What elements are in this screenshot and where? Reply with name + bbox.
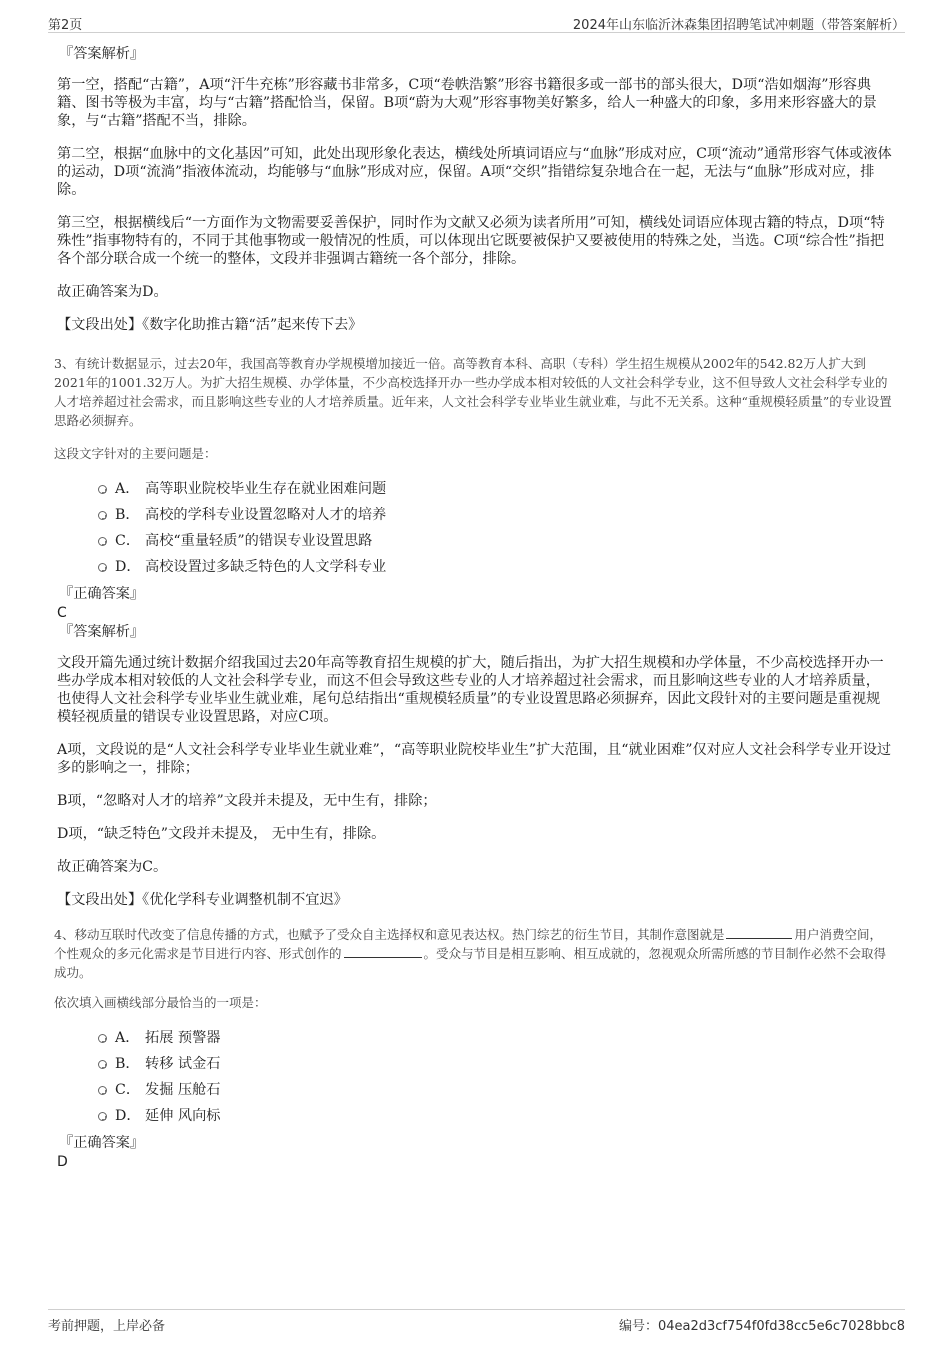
q4-option-b[interactable] bbox=[57, 1051, 893, 1077]
radio-icon[interactable] bbox=[98, 1086, 107, 1095]
option-letter: C． bbox=[115, 1082, 141, 1098]
page-footer bbox=[48, 1309, 905, 1336]
option-text: 发掘 压舱石 bbox=[145, 1082, 221, 1098]
option-text: 拓展 预警器 bbox=[145, 1030, 221, 1046]
q4-stem bbox=[54, 925, 893, 982]
option-text: 高校的学科专业设置忽略对人才的培养 bbox=[145, 507, 387, 523]
option-text: 高校“重量轻质”的错误专业设置思路 bbox=[145, 533, 373, 549]
q4-answer-label: 『正确答案』 bbox=[59, 1135, 145, 1151]
q2-analysis-conclusion: 故正确答案为D。 bbox=[57, 284, 168, 300]
option-letter: D． bbox=[115, 559, 141, 575]
q4-options bbox=[57, 1025, 893, 1129]
q3-options bbox=[57, 476, 893, 580]
option-text: 高等职业院校毕业生存在就业困难问题 bbox=[145, 481, 387, 497]
option-text: 延伸 风向标 bbox=[145, 1108, 221, 1124]
radio-icon[interactable] bbox=[98, 485, 107, 494]
q2-analysis-paragraph-2: 第二空，根据“血脉中的文化基因”可知，此处出现形象化表达，横线处所填词语应与“血脉”形成对应，C项“流动”通常形容气体或液体的运动，D项“流淌”指液体流动，均能够与“血脉”形成对应，保留。A项“交织”指错综复杂地合在一起，无法与“血脉”形成对应，排除。 bbox=[57, 146, 892, 198]
q4-stem-part2: 用户消费空间，个性观众的多元化需求是节目进行内容、形式创作的 bbox=[54, 927, 882, 961]
option-text: 转移 试金石 bbox=[145, 1056, 221, 1072]
option-letter: C． bbox=[115, 533, 141, 549]
q4-prompt: 依次填入画横线部分最恰当的一项是： bbox=[54, 995, 267, 1010]
q4-stem-part3: 。受众与节目是相互影响、相互成就的，忽视观众所需所感的节目制作必然不会取得成功。 bbox=[54, 946, 887, 980]
q3-option-d[interactable] bbox=[57, 554, 893, 580]
q3-option-a[interactable] bbox=[57, 476, 893, 502]
q4-stem-part1: 4、移动互联时代改变了信息传播的方式，也赋予了受众自主选择权和意见表达权。热门综艺的衍生节目，其制作意图就是 bbox=[54, 927, 725, 942]
fill-blank-2 bbox=[344, 945, 422, 958]
document-title: 2024年山东临沂沐森集团招聘笔试冲刺题（带答案解析） bbox=[572, 18, 905, 33]
radio-icon[interactable] bbox=[98, 1112, 107, 1121]
radio-icon[interactable] bbox=[98, 1034, 107, 1043]
q3-analysis-paragraph-2: A项，文段说的是“人文社会科学专业毕业生就业难”，“高等职业院校毕业生”扩大范围，且“就业困难”仅对应人文社会科学专业开设过多的影响之一，排除； bbox=[57, 742, 892, 776]
option-letter: B． bbox=[115, 507, 140, 523]
q3-analysis-paragraph-4: D项，“缺乏特色”文段并未提及， 无中生有，排除。 bbox=[57, 826, 386, 842]
q3-analysis-conclusion: 故正确答案为C。 bbox=[57, 859, 168, 875]
q2-analysis-paragraph-1: 第一空，搭配“古籍”，A项“汗牛充栋”形容藏书非常多，C项“卷帙浩繁”形容书籍很多或一部书的部头很大，D项“浩如烟海”形容典籍、图书等极为丰富，均与“古籍”搭配恰当，保留。B项“蔚为大观”形容事物美好繁多，给人一种盛大的印象，多用来形容盛大的景象，与“古籍”搭配不当，排除。 bbox=[57, 77, 877, 129]
q4-option-a[interactable] bbox=[57, 1025, 893, 1051]
q3-analysis-paragraph-1: 文段开篇先通过统计数据介绍我国过去20年高等教育招生规模的扩大，随后指出，为扩大招生规模和办学体量，不少高校选择开办一些办学成本相对较低的人文社会科学专业，而这不但会导致这些专业的人才培养超过社会需求，而且影响这些专业的人才培养质量，也使得人文社会科学专业毕业生就业难，尾句总结指出“重规模轻质量”的专业设置思路必须摒弃，因此文段针对的主要问题是重视规模轻视质量的错误专业设置思路，对应C项。 bbox=[57, 655, 884, 725]
radio-icon[interactable] bbox=[98, 563, 107, 572]
q2-source: 【文段出处】《数字化助推古籍“活”起来传下去》 bbox=[57, 317, 363, 333]
radio-icon[interactable] bbox=[98, 511, 107, 520]
option-letter: A． bbox=[115, 1030, 140, 1046]
page-number: 第2页 bbox=[48, 18, 83, 33]
option-letter: A． bbox=[115, 481, 140, 497]
document-id: 编号：04ea2d3cf754f0fd38cc5e6c7028bbc8 bbox=[618, 1319, 905, 1334]
radio-icon[interactable] bbox=[98, 537, 107, 546]
q3-prompt: 这段文字针对的主要问题是： bbox=[54, 446, 217, 461]
q3-source: 【文段出处】《优化学科专业调整机制不宜迟》 bbox=[57, 892, 348, 908]
q2-analysis-paragraph-3: 第三空，根据横线后“一方面作为文物需要妥善保护，同时作为文献又必须为读者所用”可知，横线处词语应体现古籍的特点，D项“特殊性”指事物特有的，不同于其他事物或一般情况的性质，可以体现出它既要被保护又要被使用的特殊之处，当选。C项“综合性”指把各个部分联合成一个统一的整体，文段并非强调古籍统一各个部分，排除。 bbox=[57, 215, 885, 267]
q3-option-c[interactable] bbox=[57, 528, 893, 554]
option-letter: D． bbox=[115, 1108, 141, 1124]
q3-stem: 3、有统计数据显示，过去20年，我国高等教育办学规模增加接近一倍。高等教育本科、高职（专科）学生招生规模从2002年的542.82万人扩大到2021年的1001.32万人。为扩大招生规模、办学体量，不少高校选择开办一些办学成本相对较低的人文社会科学专业，这不但导致人文社会科学专业的人才培养超过社会需求，而且影响这些专业的人才培养质量。近年来，人文社会科学专业毕业生就业难，与此不无关系。这种“重规模轻质量”的专业设置思路必须摒弃。 bbox=[54, 356, 892, 428]
fill-blank-1 bbox=[726, 926, 792, 939]
q4-answer: D bbox=[57, 1154, 68, 1170]
page-header bbox=[48, 10, 905, 33]
q4-option-c[interactable] bbox=[57, 1077, 893, 1103]
option-letter: B． bbox=[115, 1056, 140, 1072]
footer-slogan: 考前押题，上岸必备 bbox=[48, 1319, 166, 1334]
q3-answer: C bbox=[57, 605, 67, 621]
q3-analysis-paragraph-3: B项，“忽略对人才的培养”文段并未提及，无中生有，排除； bbox=[57, 793, 437, 809]
q2-analysis-label: 『答案解析』 bbox=[59, 46, 145, 62]
q4-option-d[interactable] bbox=[57, 1103, 893, 1129]
radio-icon[interactable] bbox=[98, 1060, 107, 1069]
q3-analysis-label: 『答案解析』 bbox=[59, 624, 145, 640]
q3-option-b[interactable] bbox=[57, 502, 893, 528]
q3-answer-label: 『正确答案』 bbox=[59, 586, 145, 602]
option-text: 高校设置过多缺乏特色的人文学科专业 bbox=[145, 559, 387, 575]
main-content bbox=[54, 44, 893, 1171]
